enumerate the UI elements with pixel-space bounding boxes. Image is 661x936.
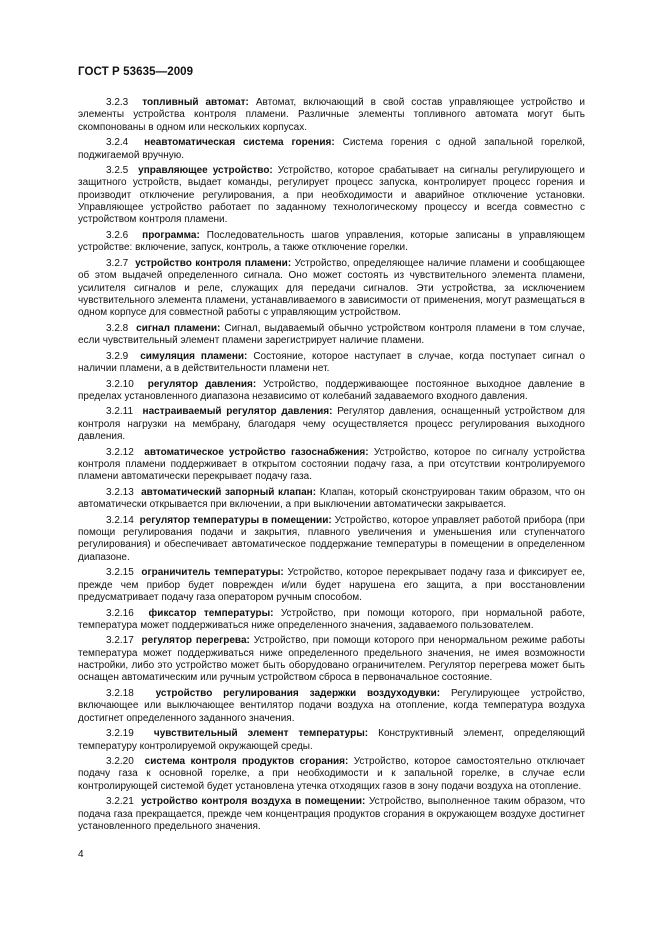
item-text: Сигнал, выдаваемый обычно устройством контроля пламени в том случае, если чувствительный элемент пламени зарегистрирует наличие пламени.: [78, 322, 585, 347]
definition-item: [78, 406, 585, 443]
definition-item: [78, 447, 585, 484]
item-text: Регулятор давления, оснащенный устройством для контроля нагрузки на мембрану, благодаря чему осуществляется процесс регулирования выходного давления.: [78, 406, 585, 443]
item-number: 3.2.5: [106, 165, 129, 177]
definition-item: [78, 635, 585, 684]
item-text: Состояние, которое наступает в случае, когда поступает сигнал о наличии пламени, а в действительности пламени нет.: [78, 350, 586, 374]
item-text: Устройство, при помощи которого при ненормальном режиме работы температура может поддерживаться ниже определенного предельного значения, не имея возможности настройки, либо это устройство может быть оборудовано ограничителем. Регулятор перегрева может быть оснащен автоматическим или ручным устройством сброса в первоначальное состояние.: [78, 635, 585, 684]
item-text: Устройство, которое самостоятельно отключает подачу газа к основной горелке, а при необходимости и к запальной горелке, в случае если контролирующей системой будет установлена утечка отходящих газов в зону подачи воздуха на отопление.: [78, 756, 586, 792]
item-term: настраиваемый регулятор давления:: [142, 406, 333, 418]
definition-item: [78, 97, 585, 134]
item-number: 3.2.7: [106, 257, 129, 269]
item-text: Устройство, которое перекрывает подачу газа и фиксирует ее, прежде чем прибор будет поврежден и/или будет нарушена его защита, а при восстановлении предусматривает подачу газа оператором ручным способом.: [78, 567, 585, 603]
definitions-list: [78, 97, 585, 836]
item-number: 3.2.11: [106, 406, 134, 418]
item-text: Конструктивный элемент, определяющий температуру контролируемой окружающей среды.: [78, 728, 585, 752]
item-term: регулятор давления:: [147, 378, 257, 390]
definition-item: [78, 487, 585, 512]
item-number: 3.2.18: [106, 687, 134, 699]
item-text: Устройство, при помощи которого, при нормальной работе, температура может поддерживаться ниже определенного значения, задаваемого пользователем.: [78, 607, 585, 631]
item-text: Устройство, которое срабатывает на сигналы регулирующего и защитного устройств, выдает команды, регулирует процесс запуска, контролирует процесс горения и производит отключение регулирования, а при необходимости и аварийное отключение установки. Управляющее устройство работает по заданному технологическому процессу и всегда совместно с устройством контроля пламени.: [78, 165, 586, 226]
item-number: 3.2.10: [106, 378, 134, 390]
item-term: автоматический запорный клапан:: [141, 486, 317, 498]
item-term: управляющее устройство:: [138, 165, 273, 177]
item-text: Автомат, включающий в свой состав управляющее устройство и элементы устройства контроля пламени. Различные элементы топливного автомата могут быть скомпонованы в одном или нескольких корпусах.: [78, 97, 585, 133]
definition-item: [78, 351, 585, 376]
item-term: устройство контроля воздуха в помещении:: [141, 796, 366, 808]
item-term: устройство регулирования задержки воздуходувки:: [155, 687, 441, 699]
item-number: 3.2.13: [106, 486, 134, 498]
item-term: регулятор температуры в помещении:: [139, 514, 332, 526]
item-term: сигнал пламени:: [136, 322, 221, 334]
item-text: Устройство, которое по сигналу устройства контроля пламени поддерживает в открытом состоянии подачу газа, а при отсутствии контролируемого пламени автоматически перекрывает подачу газа.: [78, 446, 585, 483]
item-number: 3.2.15: [106, 567, 134, 579]
definition-item: [78, 379, 585, 404]
item-number: 3.2.17: [106, 635, 134, 647]
item-term: устройство контроля пламени:: [135, 257, 292, 269]
item-text: Устройство, выполненное таким образом, что подача газа прекращается, прежде чем концентрация продуктов сгорания в окружающем воздухе достигнет установленного предельного значения.: [78, 796, 586, 832]
item-text: Устройство, определяющее наличие пламени и сообщающее об этом выдачей определенного сигнала. Оно может состоять из чувствительного элемента пламени, усилителя сигналов и реле, служащих для передачи сигналов. Эти устройства, за исключением чувствительного элемента пламени, устанавливаемого в зависимости от применения, могут размещаться в одном корпусе для совместной работы с управляющим устройством.: [78, 257, 585, 319]
item-number: 3.2.8: [106, 322, 129, 334]
standard-header: ГОСТ Р 53635—2009: [78, 66, 194, 78]
item-term: топливный автомат:: [142, 97, 249, 108]
item-number: 3.2.20: [106, 756, 134, 768]
item-term: регулятор перегрева:: [141, 635, 250, 647]
item-number: 3.2.4: [106, 137, 129, 149]
definition-item: [78, 756, 585, 793]
definition-item: [78, 165, 585, 227]
item-term: чувствительный элемент температуры:: [153, 728, 369, 740]
item-number: 3.2.9: [106, 350, 129, 362]
item-term: фиксатор температуры:: [148, 607, 274, 619]
item-number: 3.2.3: [106, 97, 129, 108]
item-term: система контроля продуктов сгорания:: [144, 756, 349, 768]
item-term: автоматическое устройство газоснабжения:: [144, 446, 369, 458]
item-term: программа:: [142, 230, 200, 241]
item-term: неавтоматическая система горения:: [144, 137, 335, 149]
item-text: Устройство, которое управляет работой прибора (при помощи регулирования подачи и закрытия, плавного увеличения и уменьшения или ступенчатого регулирования) и обеспечивает автоматическое поддержание температуры в помещении в определенном диапазоне.: [78, 514, 586, 563]
item-number: 3.2.6: [106, 230, 129, 241]
item-text: Регулирующее устройство, включающее или выключающее вентилятор подачи воздуха на отопление, когда температура воздуха достигнет определенного заданного значения.: [78, 687, 585, 724]
definition-item: [78, 688, 585, 725]
definition-item: [78, 515, 585, 564]
definition-item: [78, 796, 585, 833]
item-number: 3.2.14: [106, 514, 134, 526]
definition-item: [78, 323, 585, 348]
definition-item: [78, 728, 585, 753]
item-text: Устройство, поддерживающее постоянное выходное давление в пределах установленного диапазона независимо от колебаний задаваемого входного давления.: [78, 378, 585, 402]
item-number: 3.2.12: [106, 446, 134, 458]
definition-item: [78, 137, 585, 162]
definition-item: [78, 258, 585, 320]
page-number: 4: [78, 849, 84, 860]
item-number: 3.2.16: [106, 607, 134, 619]
definition-item: [78, 608, 585, 633]
item-term: симуляция пламени:: [140, 350, 248, 362]
item-number: 3.2.19: [106, 728, 134, 740]
definition-item: [78, 230, 585, 255]
item-text: Система горения с одной запальной горелкой, поджигаемой вручную.: [78, 137, 586, 161]
item-text: Последовательность шагов управления, которые записаны в управляющем устройстве: включение, запуск, контроль, а также отключение горелки.: [78, 230, 585, 254]
definition-item: [78, 567, 585, 604]
item-number: 3.2.21: [106, 796, 134, 808]
item-text: Клапан, который сконструирован таким образом, что он автоматически открывается при включении, а при выключении автоматически закрывается.: [78, 486, 585, 511]
item-term: ограничитель температуры:: [141, 567, 284, 579]
